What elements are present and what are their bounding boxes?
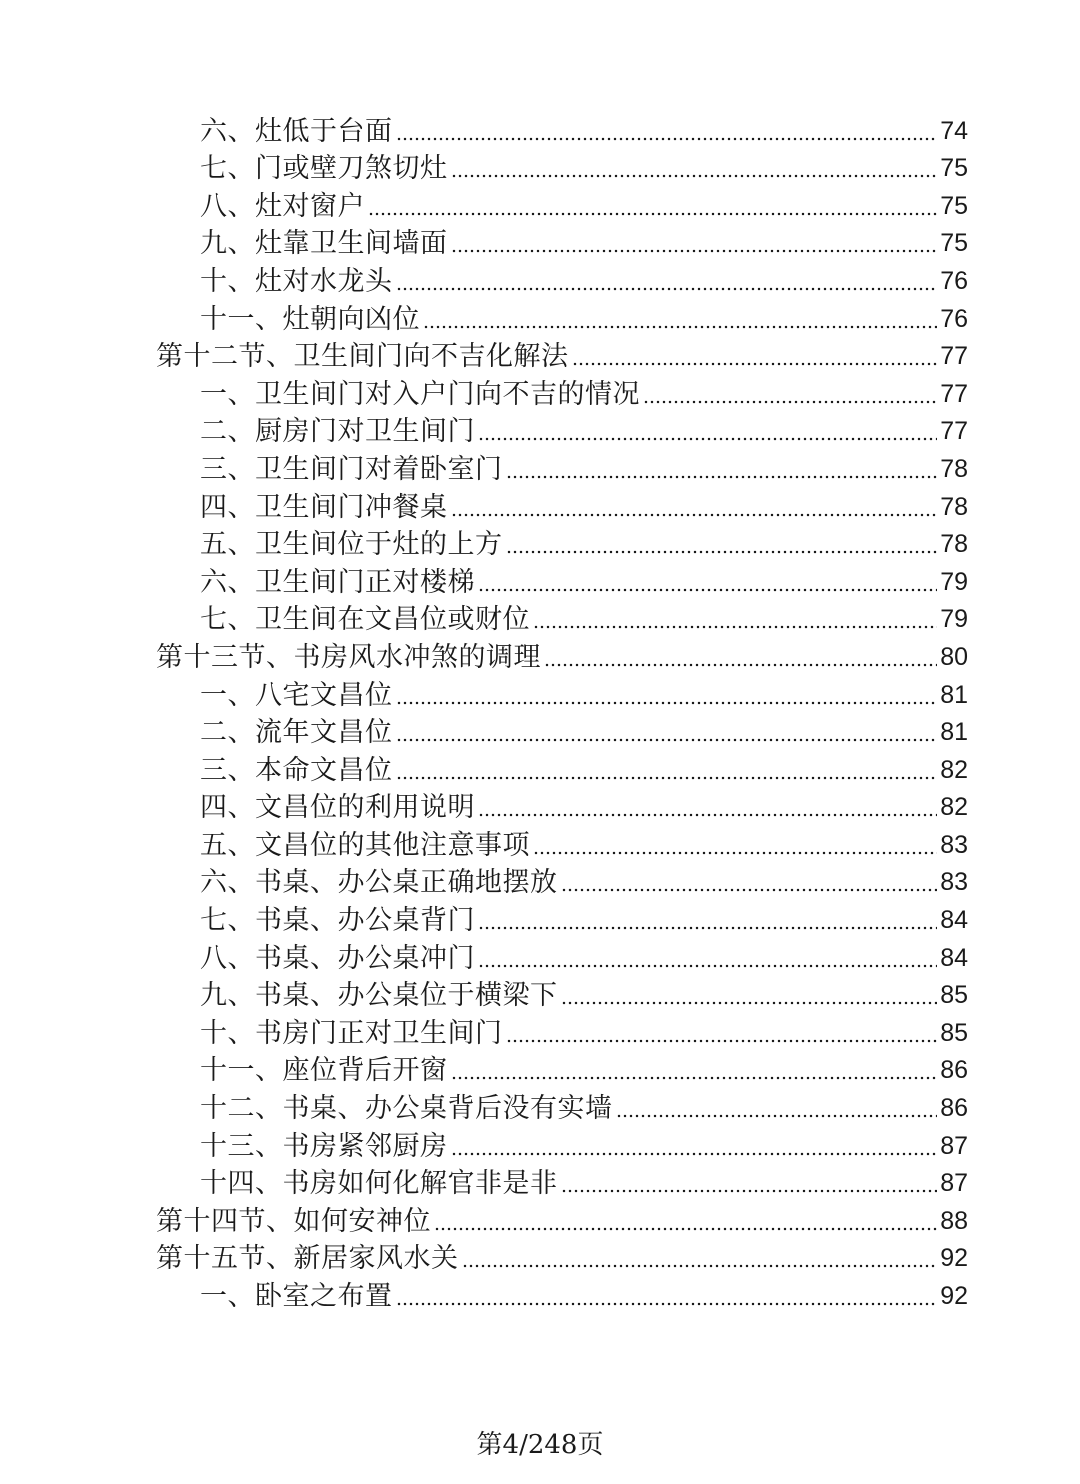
toc-entry-page-number: 86 (940, 1056, 968, 1085)
toc-entry-title: 十、灶对水龙头 (200, 265, 393, 297)
dot-leader (506, 475, 938, 479)
dot-leader (478, 437, 937, 441)
toc-subsection-entry (200, 789, 968, 827)
toc-entry-title: 八、灶对窗户 (200, 190, 365, 222)
dot-leader (506, 550, 938, 554)
toc-subsection-entry (200, 1089, 968, 1127)
toc-entry-page-number: 85 (940, 981, 968, 1010)
dot-leader (561, 1189, 938, 1193)
toc-entry-page-number: 74 (940, 116, 968, 145)
toc-subsection-entry (200, 676, 968, 714)
toc-entry-page-number: 82 (940, 755, 968, 784)
toc-entry-title: 九、书桌、办公桌位于横梁下 (200, 980, 558, 1012)
toc-entry-page-number: 85 (940, 1018, 968, 1047)
dot-leader (643, 400, 937, 404)
toc-entry-title: 十、书房门正对卫生间门 (200, 1017, 503, 1049)
dot-leader (396, 776, 938, 780)
toc-entry-page-number: 78 (940, 530, 968, 559)
toc-subsection-entry (200, 977, 968, 1015)
dot-leader (396, 738, 938, 742)
dot-leader (451, 1152, 938, 1156)
toc-entry-title: 三、卫生间门对着卧室门 (200, 453, 503, 485)
toc-entry-title: 八、书桌、办公桌冲门 (200, 942, 475, 974)
toc-entry-title: 五、卫生间位于灶的上方 (200, 529, 503, 561)
toc-entry-page-number: 78 (940, 492, 968, 521)
toc-entry-title: 十一、灶朝向凶位 (200, 303, 420, 335)
toc-entry-title: 五、文昌位的其他注意事项 (200, 829, 530, 861)
toc-entry-page-number: 81 (940, 680, 968, 709)
dot-leader (462, 1264, 938, 1268)
toc-subsection-entry (200, 1014, 968, 1052)
table-of-contents (0, 112, 1080, 1315)
toc-entry-title: 二、厨房门对卫生间门 (200, 416, 475, 448)
dot-leader (544, 663, 937, 667)
toc-subsection-entry (200, 413, 968, 451)
toc-subsection-entry (200, 864, 968, 902)
toc-entry-page-number: 76 (940, 266, 968, 295)
toc-entry-page-number: 77 (940, 417, 968, 446)
dot-leader (396, 137, 938, 141)
toc-entry-title: 一、八宅文昌位 (200, 679, 393, 711)
toc-section-entry (156, 638, 968, 676)
toc-subsection-entry (200, 187, 968, 225)
toc-entry-title: 第十二节、卫生间门向不吉化解法 (156, 341, 569, 373)
toc-entry-page-number: 84 (940, 906, 968, 935)
toc-entry-title: 十二、书桌、办公桌背后没有实墙 (200, 1093, 613, 1125)
toc-entry-title: 二、流年文昌位 (200, 717, 393, 749)
page-number-footer: 第4/248页 (476, 1430, 604, 1460)
toc-subsection-entry (200, 826, 968, 864)
toc-entry-page-number: 79 (940, 605, 968, 634)
toc-entry-page-number: 83 (940, 868, 968, 897)
toc-subsection-entry (200, 901, 968, 939)
dot-leader (561, 888, 938, 892)
toc-entry-page-number: 75 (940, 191, 968, 220)
toc-entry-title: 第十三节、书房风水冲煞的调理 (156, 641, 541, 673)
toc-section-entry (156, 1240, 968, 1278)
dot-leader (396, 701, 938, 705)
dot-leader (561, 1001, 938, 1005)
toc-entry-page-number: 81 (940, 718, 968, 747)
dot-leader (616, 1114, 938, 1118)
toc-entry-page-number: 87 (940, 1131, 968, 1160)
toc-section-entry (156, 1202, 968, 1240)
dot-leader (478, 926, 937, 930)
toc-subsection-entry (200, 1165, 968, 1203)
dot-leader (396, 1302, 938, 1306)
toc-entry-page-number: 92 (940, 1282, 968, 1310)
toc-subsection-entry (200, 751, 968, 789)
toc-entry-title: 第十四节、如何安神位 (156, 1205, 431, 1237)
dot-leader (423, 325, 937, 329)
toc-entry-title: 四、文昌位的利用说明 (200, 792, 475, 824)
dot-leader (572, 362, 938, 366)
toc-entry-page-number: 87 (940, 1169, 968, 1198)
toc-subsection-entry (200, 1052, 968, 1090)
toc-entry-page-number: 76 (940, 304, 968, 333)
toc-entry-page-number: 86 (940, 1094, 968, 1123)
dot-leader (533, 625, 937, 629)
toc-entry-title: 第十五节、新居家风水关 (156, 1243, 459, 1275)
toc-entry-page-number: 77 (940, 379, 968, 408)
dot-leader (478, 813, 937, 817)
toc-entry-title: 九、灶靠卫生间墙面 (200, 228, 448, 260)
toc-subsection-entry (200, 1127, 968, 1165)
toc-subsection-entry (200, 563, 968, 601)
toc-subsection-entry (200, 225, 968, 263)
toc-subsection-entry (200, 939, 968, 977)
dot-leader (451, 513, 938, 517)
dot-leader (396, 287, 938, 291)
toc-entry-page-number: 84 (940, 943, 968, 972)
toc-entry-title: 六、灶低于台面 (200, 115, 393, 147)
dot-leader (451, 1076, 938, 1080)
toc-subsection-entry (200, 601, 968, 639)
toc-subsection-entry (200, 300, 968, 338)
toc-entry-title: 七、卫生间在文昌位或财位 (200, 604, 530, 636)
toc-subsection-entry (200, 488, 968, 526)
toc-entry-title: 三、本命文昌位 (200, 754, 393, 786)
toc-subsection-entry (200, 1277, 968, 1315)
toc-entry-title: 十三、书房紧邻厨房 (200, 1130, 448, 1162)
toc-subsection-entry (200, 714, 968, 752)
dot-leader (451, 174, 938, 178)
dot-leader (451, 249, 938, 253)
toc-entry-title: 七、门或壁刀煞切灶 (200, 153, 448, 185)
toc-entry-page-number: 78 (940, 454, 968, 483)
toc-entry-page-number: 82 (940, 793, 968, 822)
toc-subsection-entry (200, 375, 968, 413)
toc-entry-page-number: 75 (940, 154, 968, 183)
toc-entry-page-number: 77 (940, 342, 968, 371)
toc-subsection-entry (200, 262, 968, 300)
toc-entry-page-number: 79 (940, 567, 968, 596)
toc-entry-title: 一、卫生间门对入户门向不吉的情况 (200, 378, 640, 410)
toc-entry-page-number: 83 (940, 830, 968, 859)
toc-entry-title: 一、卧室之布置 (200, 1281, 393, 1312)
toc-entry-title: 十一、座位背后开窗 (200, 1055, 448, 1087)
toc-entry-title: 六、书桌、办公桌正确地摆放 (200, 867, 558, 899)
dot-leader (368, 212, 937, 216)
dot-leader (533, 851, 937, 855)
dot-leader (506, 1039, 938, 1043)
dot-leader (478, 588, 937, 592)
toc-entry-page-number: 92 (940, 1244, 968, 1273)
toc-entry-page-number: 88 (940, 1206, 968, 1235)
toc-entry-title: 七、书桌、办公桌背门 (200, 905, 475, 937)
dot-leader (434, 1227, 937, 1231)
toc-subsection-entry (200, 112, 968, 150)
toc-entry-title: 四、卫生间门冲餐桌 (200, 491, 448, 523)
toc-entry-title: 十四、书房如何化解官非是非 (200, 1168, 558, 1200)
toc-entry-page-number: 75 (940, 229, 968, 258)
toc-entry-title: 六、卫生间门正对楼梯 (200, 566, 475, 598)
toc-subsection-entry (200, 150, 968, 188)
toc-subsection-entry (200, 450, 968, 488)
dot-leader (478, 964, 937, 968)
toc-section-entry (156, 338, 968, 376)
toc-entry-page-number: 80 (940, 642, 968, 671)
toc-subsection-entry (200, 526, 968, 564)
